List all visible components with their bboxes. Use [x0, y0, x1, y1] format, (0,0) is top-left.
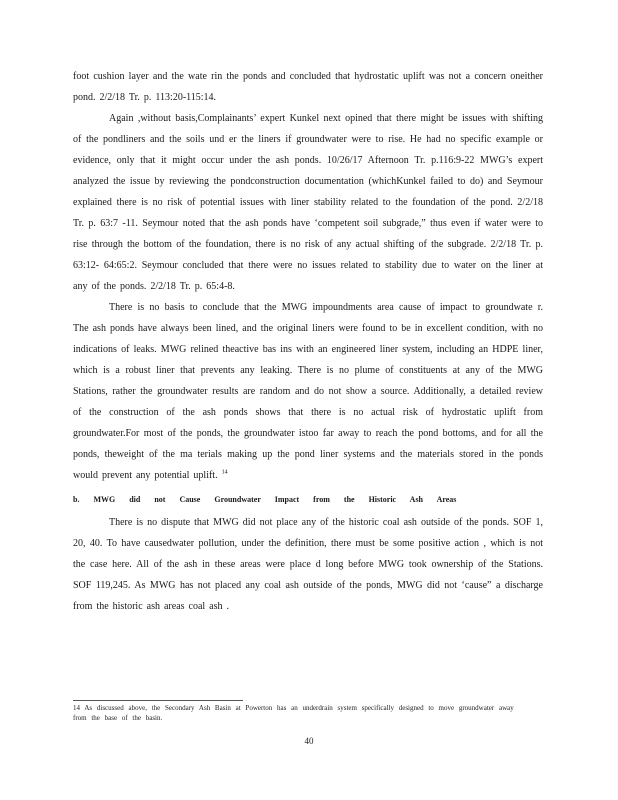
paragraph-no-basis-text: There is no basis to conclude that the MWG impoundments area cause of impact to groundwate r. The ash ponds have always been lined, and the original liners were found to be in excellent condition, with no indications of leaks. MWG relined theactive bas ins with an engineered liner system, including an HDPE liner, which is a robust liner that prevents any leaking. There is no plume of constituents at any of the MWG Stations, rather the groundwater results are random and do not show a source. Additionally, a detailed review of the construction of the ash ponds shows that there is no actual risk of hydrostatic uplift from groundwater.For most of the ponds, the groundwater istoo far away to reach the pond bottoms, and for all the ponds, theweight of the ma terials making up the pond liner systems and the materials stored in the ponds would prevent any potential uplift.	[73, 302, 543, 481]
paragraph-kunkel-liner-shifting: Again ,without basis,Complainants’ expert Kunkel next opined that there might be issues with shifting of the pondliners and the soils und er the liners if groundwater were to rise. He had no specific example or evidence, only that it might occur under the ash ponds. 10/26/17 Afternoon Tr. p.116:9-22 MWG’s expert analyzed the issue by reviewing the pondconstruction documentation (whichKunkel failed to do) and Seymour explained there is no risk of potential issues with liner stability related to the foundation of the pond. 2/2/18 Tr. p. 63:7 -11. Seymour noted that the ash ponds have ‘competent soil subgrade,” thus even if water were to rise through the bottom of the foundation, there is no risk of any actual shifting of the subgrade. 2/2/18 Tr. p. 63:12- 64:65:2. Seymour concluded that there were no issues related to stability due to water on the liner at any of the ponds. 2/2/18 Tr. p. 65:4-8.	[73, 113, 543, 292]
footnote-reference[interactable]: 14	[221, 469, 228, 476]
section-heading: b. MWG did not Cause Groundwater Impact from the Historic Ash Areas	[73, 495, 457, 504]
paragraph-continuation: foot cushion layer and the wate rin the ponds and concluded that hydrostatic uplift was not a concern oneither pond. 2/2/18 Tr. p. 113:20-115:14.	[73, 71, 543, 103]
footnote-14: 14 As discussed above, the Secondary Ash Basin at Powerton has an underdrain system specifically designed to move groundwater away from the base of the basin.	[73, 704, 514, 722]
body-text	[73, 66, 543, 617]
paragraph-historic-ash: There is no dispute that MWG did not place any of the historic coal ash outside of the ponds. SOF 1, 20, 40. To have causedwater pollution, under the definition, there must be some positive action , which is not the case here. All of the ash in these areas were place d long before MWG took ownership of the Stations. SOF 119,245. As MWG has not placed any coal ash outside of the ponds, MWG did not ‘cause” a discharge from the historic ash areas coal ash .	[73, 517, 543, 612]
page-number: 40	[304, 736, 314, 746]
paragraph-no-basis-impoundments	[73, 297, 543, 486]
footnote-divider	[73, 700, 243, 701]
